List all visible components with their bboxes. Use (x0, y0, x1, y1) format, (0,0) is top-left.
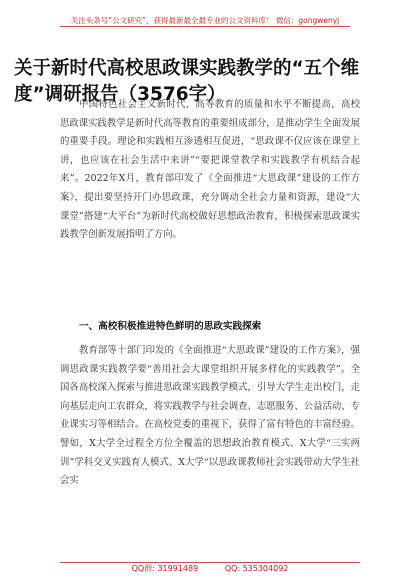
footer-qq-group: QQ群: 31991489 (131, 564, 199, 573)
header-banner (60, 8, 350, 27)
header-banner-text: 关注头条号“公文研究”，获得最新最全最专业的公文资料库！ 微信：gongwenyj (70, 16, 340, 25)
paragraph-section-1: 教育部等十部门印发的《全面推进“大思政课”建设的工作方案》，强调思政课实践教学要“善用社会大课堂组织开展多样化的实践教学”。全国各高校深入探索与推进思政课实践教学模式，引导大学生走出校门，走向基层走向工农群众，将实践教学与社会调查、志愿服务、公益活动、专业课实习等相结合。在高校党委的重视下，获得了富有特色的丰富经验。譬如，X大学全过程全方位全覆盖的思想政治教育模式、X大学“三实两训”学科交叉实践育人模式、X大学“以思政课教师社会实践带动大学生社会实 (60, 345, 361, 487)
footer-qq: QQ: 535304092 (224, 564, 289, 573)
footer (60, 562, 360, 577)
document-title: 关于新时代高校思政课实践教学的“五个维度”调研报告（3576字） (14, 58, 360, 105)
paragraph-intro: 中国特色社会主义新时代，高等教育的质量和水平不断提高，高校思政课实践教学是新时代高等教育的重要组成部分，是推动学生全面发展的重要手段。理论和实践相互渗透相互促进，“思政课不仅应该在课堂上讲，也应该在社会生活中来讲”“要把课堂教学和实践教学有机结合起来”。2022年X月，教育部印发了《全面推进“大思政课”建设的工作方案》，提出要坚持开门办思政课，充分调动全社会力量和资源，建设“大课堂”搭建“大平台”为新时代高校做好思想政治教育，积极探索思政课实践教学创新发展指明了方向。 (60, 99, 361, 241)
section-heading: 一、高校积极推进特色鲜明的思政实践探索 (79, 321, 262, 332)
